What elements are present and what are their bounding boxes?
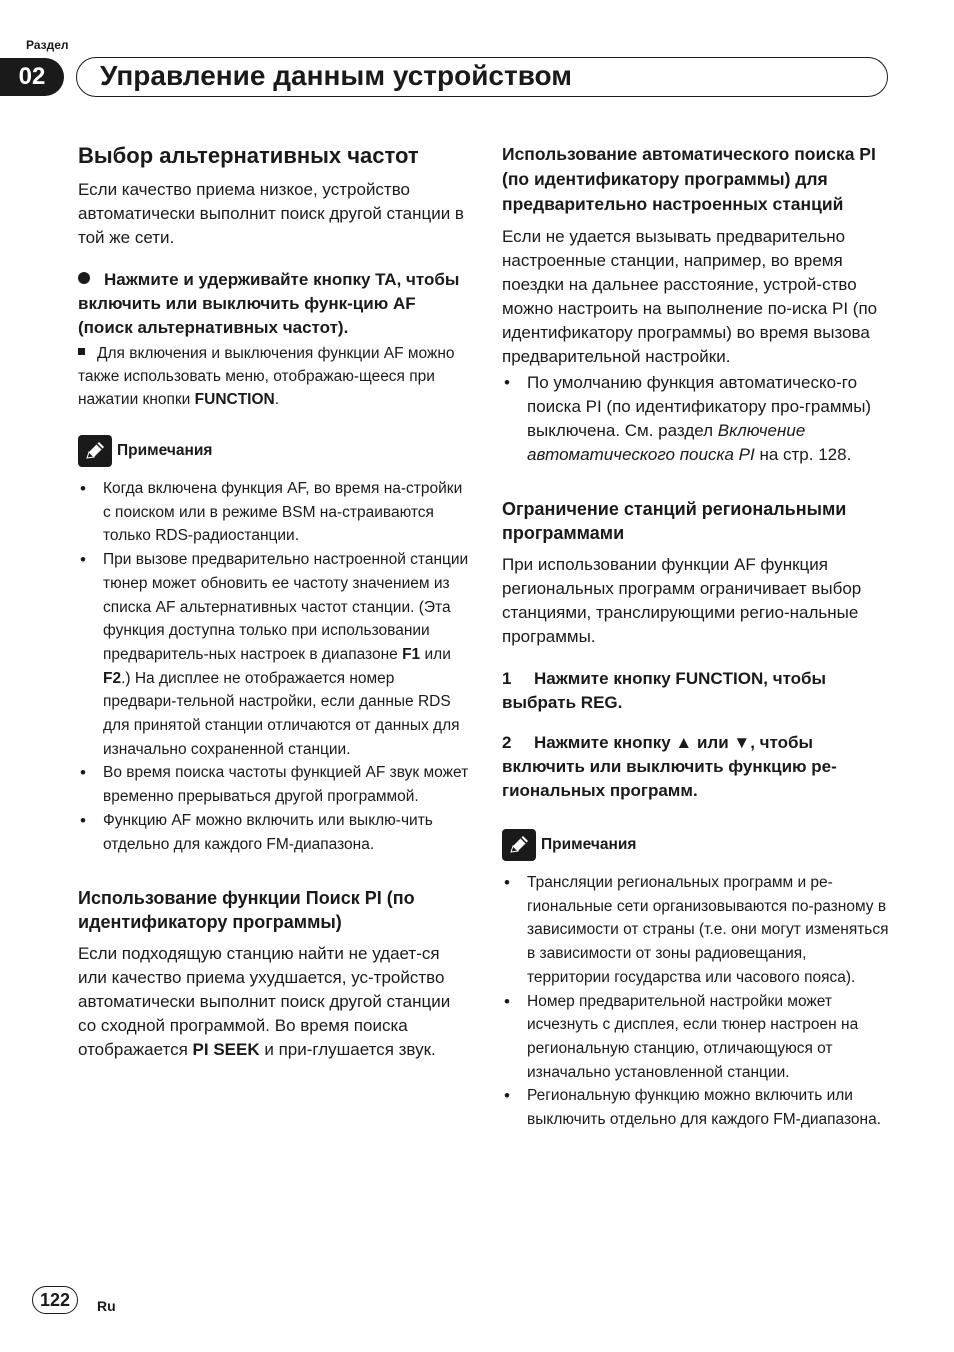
chapter-title: Управление данным устройством [100,60,572,91]
pi-text-a: Если подходящую станцию найти не удает-ся или качество приема ухудшается, ус-тройство автоматически выполнит поиск другой станции со сходной программой. Во время поиска отображается [78,944,451,1060]
note-text: .) На дисплее не отображается номер предвари-тельной настройки, если данные RDS для принятой станции отличаются от данных для изначально сохраненной станции. [103,669,460,758]
step-number: 2 [502,733,512,752]
notes-header-right [502,829,892,861]
pi-text-b: PI SEEK [192,1040,260,1060]
note-item [78,548,470,761]
note-item: • Номер предварительной настройки может исчезнуть с дисплея, если тюнер настроен на региональную станцию, отличающуюся от изначально установленной станции. [502,990,892,1085]
pi-text-c: и при-глушается звук. [259,1040,436,1060]
af-heading: Выбор альтернативных частот [78,143,419,168]
af-step-text: Нажмите и удерживайте кнопку TA, чтобы включить или выключить функ-цию AF (поиск альтернативных частот). [78,270,460,337]
note-text: При вызове предварительно настроенной станции тюнер может обновить ее частоту значением из списка AF альтернативных частот станции. (Эта функция доступна только при использовании предваритель-ных настроек в диапазоне [103,551,469,663]
auto-pi-bullet [502,371,892,467]
bullet-dot-icon [78,272,90,284]
reg-step-1 [502,667,892,715]
note-item: • Трансляции региональных программ и ре-гиональные сети организовываются по-разному в зависимости от страны (т.е. они могут изменяться в зависимости от зоны радиовещания, территории государства или часового пояса). [502,871,892,990]
reg-text: При использовании функции AF функция региональных программ ограничивает выбор станциями, транслирующими регио-нальные программы. [502,555,862,646]
note-text-bold: F1 [402,645,421,663]
notes-list-right [502,871,892,1132]
notes-label: Примечания [117,442,213,459]
step-text: Нажмите кнопку FUNCTION, чтобы выбрать REG. [502,669,827,712]
af-step-note-c: . [274,391,280,408]
pencil-icon [78,435,112,467]
page-number: 122 [32,1286,78,1314]
section-label: Раздел [26,38,69,52]
square-bullet-icon [78,348,85,355]
af-step-note [78,342,470,411]
note-text-bold: F2 [103,669,122,687]
af-step-note-b: FUNCTION [194,391,275,408]
notes-list-left [78,477,470,856]
auto-pi-bullet-c: на стр. 128. [754,445,852,464]
reg-heading: Ограничение станций региональными программами [502,499,847,543]
language-code: Ru [97,1298,116,1314]
note-item: • Функцию AF можно включить или выклю-чить отдельно для каждого FM-диапазона. [78,809,470,856]
auto-pi-bullets [502,371,892,467]
step-number: 1 [502,669,512,688]
af-step [78,268,470,340]
reg-step-2 [502,731,892,803]
step-text: Нажмите кнопку ▲ или ▼, чтобы включить или выключить функцию ре-гиональных программ. [502,733,837,800]
note-item: • Во время поиска частоты функцией AF звук может временно прерываться другой программой. [78,761,470,808]
note-text: или [420,645,451,663]
right-column [502,140,892,1132]
af-intro: Если качество приема низкое, устройство автоматически выполнит поиск другой станции в той же сети. [78,180,464,247]
pencil-icon [502,829,536,861]
notes-header-left [78,435,470,467]
pi-text [78,942,470,1062]
note-item: • Когда включена функция AF, во время на-стройки с поиском или в режиме BSM на-страиваются только RDS-радиостанции. [78,477,470,548]
pi-heading: Использование функции Поиск PI (по идентификатору программы) [78,888,415,933]
left-column [78,140,470,1062]
auto-pi-bullet-link: Включение автоматического поиска PI [527,421,806,464]
note-item: • Региональную функцию можно включить или выключить отдельно для каждого FM-диапазона. [502,1084,892,1131]
af-step-note-a: Для включения и выключения функции AF можно также использовать меню, отображаю-щееся при нажатии кнопки [78,345,455,408]
chapter-number-badge: 02 [0,58,64,96]
auto-pi-bullet-a: По умолчанию функция автоматическо-го поиска PI (по идентификатору про-граммы) выключена. См. раздел [527,373,872,440]
auto-pi-text: Если не удается вызывать предварительно настроенные станции, например, во время поездки на дальнее расстояние, устрой-ство можно настроить на выполнение по-иска PI (по идентификатору программы) во время вызова предварительной настройки. [502,227,878,366]
auto-pi-heading: Использование автоматического поиска PI (по идентификатору программы) для предварительно настроенных станций [502,144,876,214]
notes-label: Примечания [541,836,637,853]
